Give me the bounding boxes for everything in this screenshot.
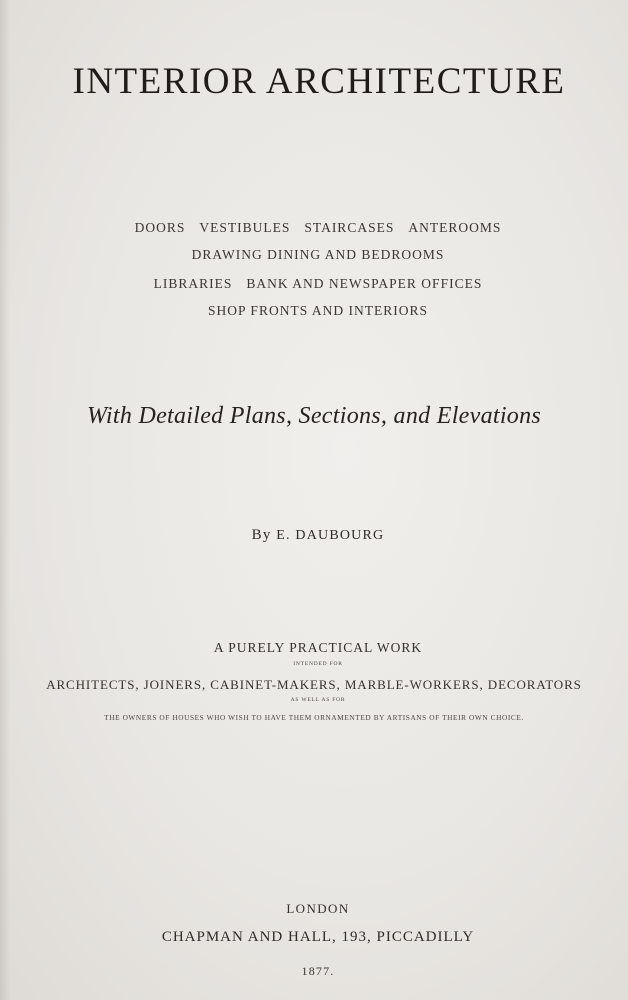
author-name: E. DAUBOURG [276, 528, 385, 543]
subjects-line-3 [4, 276, 628, 292]
book-title: INTERIOR ARCHITECTURE [72, 61, 566, 102]
audience-heading: A PURELY PRACTICAL WORK [213, 640, 423, 655]
subjects-line-1 [4, 220, 628, 236]
subject-bank-offices: BANK AND NEWSPAPER OFFICES [246, 276, 483, 291]
subject-vestibules: VESTIBULES [199, 220, 291, 235]
audience-owners: THE OWNERS OF HOUSES WHO WISH TO HAVE THEM ORNAMENTED BY ARTISANS OF THEIR OWN CHOICE. [104, 713, 524, 722]
subject-staircases: STAIRCASES [304, 220, 395, 235]
imprint-year: 1877. [301, 964, 335, 978]
intended-for: INTENDED FOR [293, 661, 343, 667]
subject-libraries: LIBRARIES [153, 276, 233, 291]
page-edge-shadow [0, 0, 10, 1000]
byline [4, 527, 628, 544]
subject-doors: DOORS [134, 220, 186, 235]
byline-by: By [251, 527, 272, 543]
subject-anterooms: ANTEROOMS [408, 220, 502, 235]
subjects-line-4: SHOP FRONTS AND INTERIORS [208, 303, 428, 318]
as-well-as-for: AS WELL AS FOR [290, 697, 346, 703]
imprint-city: LONDON [286, 901, 350, 916]
imprint-publisher: CHAPMAN AND HALL, 193, PICCADILLY [161, 929, 475, 945]
subjects-line-2: DRAWING DINING AND BEDROOMS [191, 247, 445, 262]
tagline: With Detailed Plans, Sections, and Elevations [86, 403, 542, 429]
audience-trades: ARCHITECTS, JOINERS, CABINET-MAKERS, MARBLE-WORKERS, DECORATORS [46, 677, 582, 692]
